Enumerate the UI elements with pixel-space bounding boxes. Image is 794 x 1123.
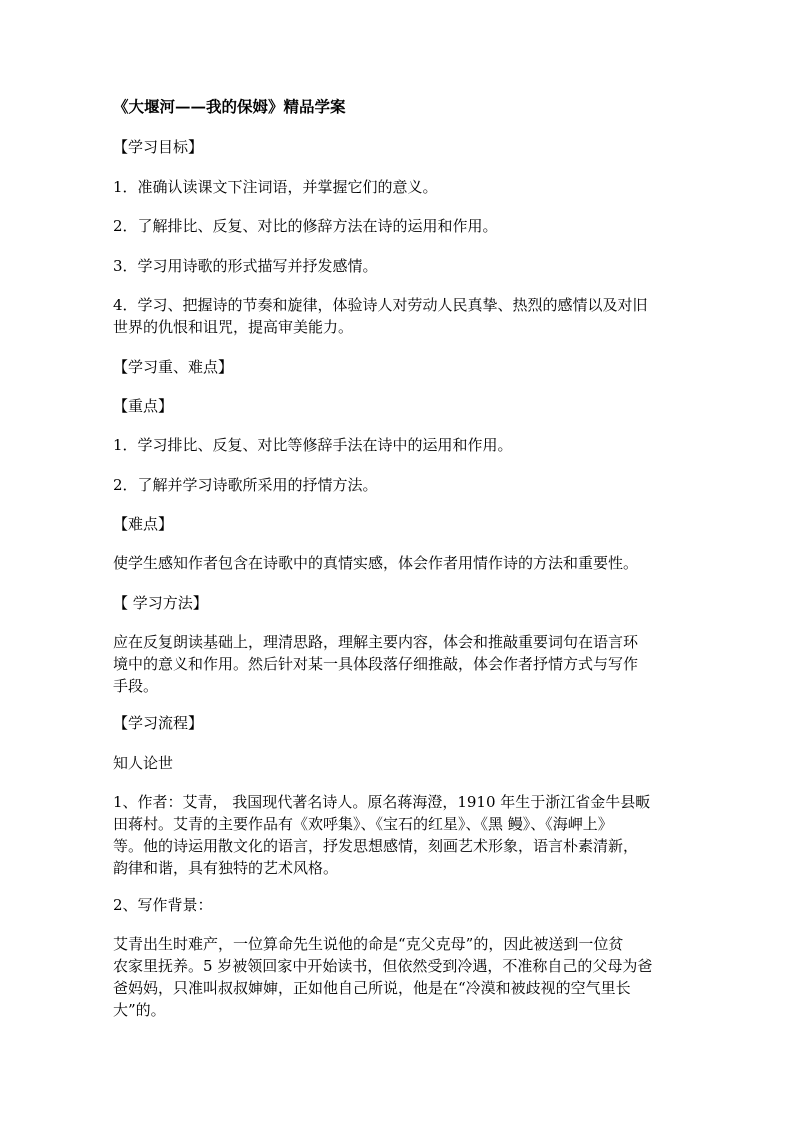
goal-item-4-line: 世界的仇恨和诅咒，提高审美能力。	[113, 318, 354, 336]
key-item-2: 2．了解并学习诗歌所采用的抒情方法。	[113, 476, 378, 494]
difficult-heading: 【难点】	[113, 515, 174, 533]
process-heading: 【学习流程】	[113, 714, 204, 732]
goal-item-1: 1．准确认读课文下注词语，并掌握它们的意义。	[113, 178, 438, 196]
background-line: 农家里抚养。5 岁被领回家中开始读书，但依然受到冷遇，不准称自己的父母为爸	[113, 957, 653, 975]
author-paragraph	[113, 791, 703, 879]
author-line: 韵律和谐，具有独特的艺术风格。	[113, 859, 339, 877]
method-text-line: 应在反复朗读基础上，理清思路，理解主要内容，体会和推敲重要词句在语言环	[113, 633, 639, 651]
key-item-1: 1．学习排比、反复、对比等修辞手法在诗中的运用和作用。	[113, 436, 513, 454]
difficult-text: 使学生感知作者包含在诗歌中的真情实感，体会作者用情作诗的方法和重要性。	[113, 554, 639, 572]
method-heading: 【 学习方法】	[113, 594, 208, 612]
background-paragraph	[113, 933, 703, 1021]
method-text-line: 手段。	[113, 677, 159, 695]
method-text	[113, 631, 703, 697]
author-line: 等。他的诗运用散文化的语言，抒发思想感情，刻画艺术形象，语言朴素清新，	[113, 837, 639, 855]
goal-item-3: 3．学习用诗歌的形式描写并抒发感情。	[113, 257, 378, 275]
background-line: 大”的。	[113, 1001, 166, 1019]
background-line: 艾青出生时难产，一位算命先生说他的命是“克父克母”的，因此被送到一位贫	[113, 935, 624, 953]
background-heading: 2、写作背景：	[113, 896, 213, 914]
author-line: 田蒋村。艾青的主要作品有《欢呼集》、《宝石的红星》、《黑 鳗》、《海岬上》	[113, 815, 613, 833]
background-line: 爸妈妈，只准叫叔叔婶婶，正如他自己所说，他是在“冷漠和被歧视的空气里长	[113, 979, 631, 997]
goal-item-4	[113, 294, 703, 338]
goal-item-2: 2．了解排比、反复、对比的修辞方法在诗的运用和作用。	[113, 217, 498, 235]
know-author-heading: 知人论世	[113, 754, 174, 772]
key-heading: 【重点】	[113, 397, 174, 415]
author-line: 1、作者：艾青， 我国现代著名诗人。原名蒋海澄，1910 年生于浙江省金牛县畈	[113, 793, 651, 811]
goals-heading: 【学习目标】	[113, 138, 204, 156]
key-difficult-heading: 【学习重、难点】	[113, 358, 234, 376]
document-title: 《大堰河——我的保姆》精品学案	[113, 97, 346, 116]
goal-item-4-line: 4．学习、把握诗的节奏和旋律，体验诗人对劳动人民真挚、热烈的感情以及对旧	[113, 296, 648, 314]
method-text-line: 境中的意义和作用。然后针对某一具体段落仔细推敲，体会作者抒情方式与写作	[113, 655, 639, 673]
